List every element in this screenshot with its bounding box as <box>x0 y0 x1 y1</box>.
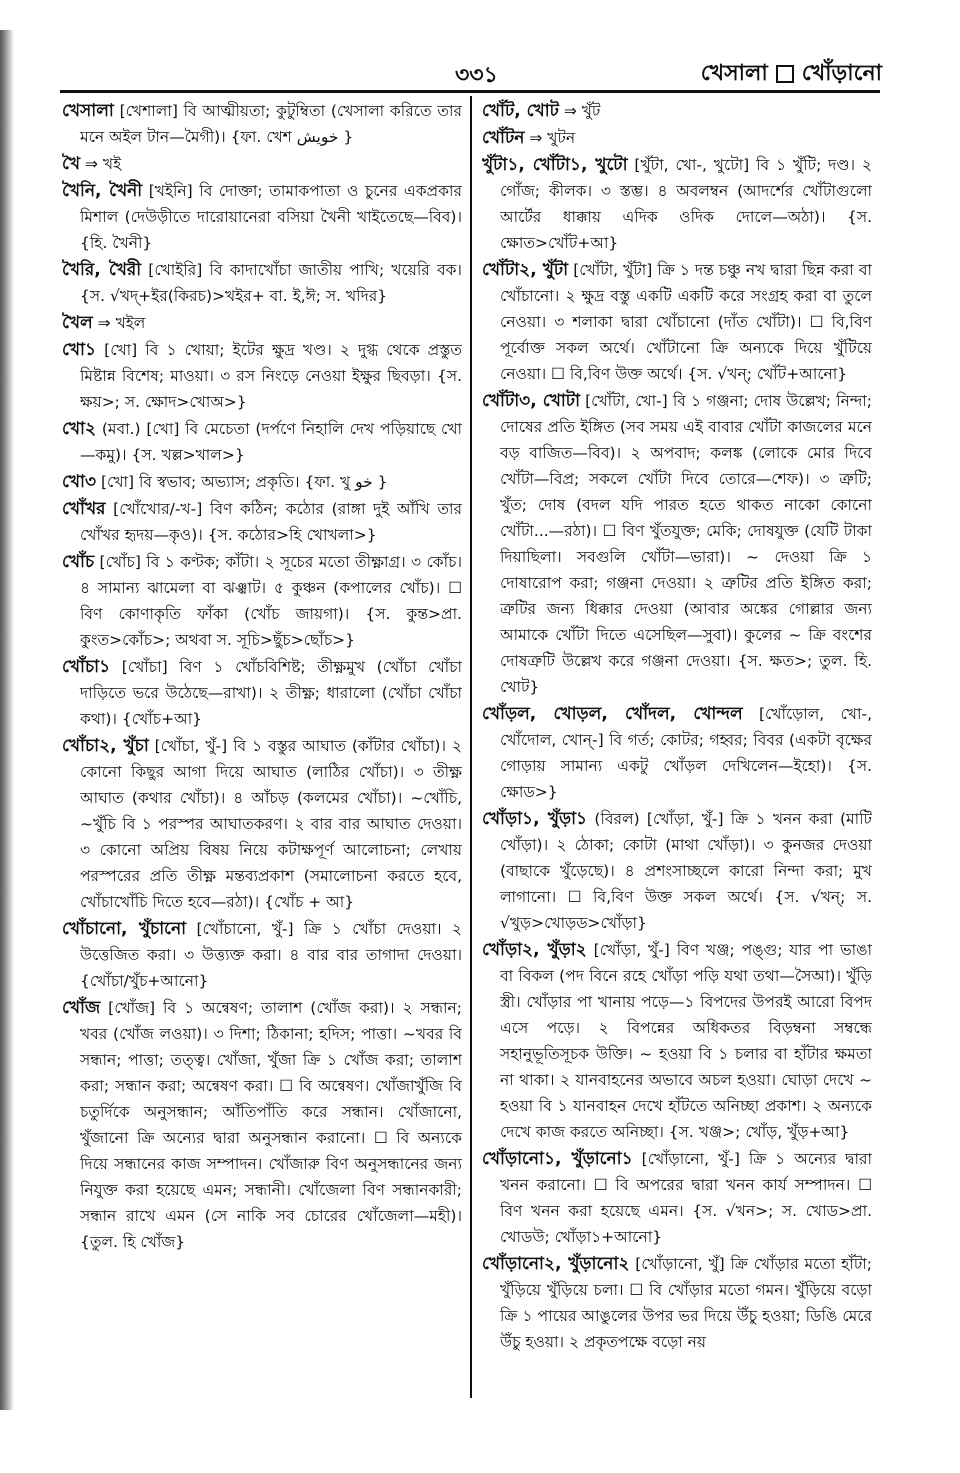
dictionary-entry <box>482 701 872 805</box>
left-column <box>62 98 462 1398</box>
dictionary-entry <box>482 1251 872 1355</box>
right-column <box>482 98 872 1398</box>
entry-definition: [খোঁড়ানো, খুঁ-] ক্রি ১ অন্যের দ্বারা খনন করানো। ☐ বি অপরের দ্বারা খনন কার্য সম্পাদন। ☐ বিণ খনন করা হয়েছে এমন। {স. √খন>; স. খোড>প্রা. খোডউ; খোঁড়া১+আনো} <box>500 1150 872 1246</box>
dictionary-entry <box>62 178 462 256</box>
header-rule <box>60 90 880 93</box>
dictionary-entry <box>62 469 462 495</box>
entry-definition: ⇒ খই <box>84 155 122 173</box>
entry-headword: খোঁটা৩, খোটা <box>482 391 580 411</box>
guide-words <box>701 56 882 93</box>
column-divider <box>470 96 472 1398</box>
entry-definition: [খোঁড়া, খুঁ-] বিণ খঞ্জ; পঙ্গু; যার পা ভাঙা বা বিকল (পদ বিনে রহে খোঁড়া পড়ি যথা তথা—সৈআ)। খুঁড়ি স্ত্রী। খোঁড়ার পা খানায় পড়ে—১ বিপদের উপরই আরো বিপদ এসে পড়ে। ২ বিপন্নের অধিকতর বিড়ম্বনা সম্বন্ধে সহানুভূতিসূচক উক্তি। ~ হওয়া বি ১ চলার বা হাঁটার ক্ষমতা না থাকা। ২ যানবাহনের অভাবে অচল হওয়া। ঘোড়া দেখে ~ হওয়া বি ১ যানবাহন দেখে হাঁটতে অনিচ্ছা প্রকাশ। ২ অন্যকে দেখে কাজ করতে অনিচ্ছা। {স. খঞ্জ>; খোঁড়, খুঁড়+আ} <box>500 941 872 1141</box>
entry-definition: ⇒ খইল <box>97 314 146 332</box>
entry-definition: [খোইরি] বি কাদাখোঁচা জাতীয় পাখি; খয়েরি বক। {স. √খদ্+ইর(কিরচ)>খইর+ বা. ই,ঈ; স. খদির} <box>80 261 462 305</box>
dictionary-entry <box>482 806 872 936</box>
entry-headword: খোঁটা২, খুঁটা <box>482 260 569 280</box>
dictionary-entry <box>62 98 462 150</box>
entry-definition: (বিরল) [খোঁড়া, খুঁ-] ক্রি ১ খনন করা (মাটি খোঁড়া)। ২ ঠোকা; কোটা (মাথা খোঁড়া)। ৩ কুনজর দেওয়া (বাছাকে খুঁড়েছে)। ৪ প্রশংসাচ্ছলে কারো নিন্দা করা; মুখ লাগানো। ☐ বি,বিণ উক্ত সকল অর্থে। {স. √খন্; স. √খুড়>খোড়ড>খোঁড়া} <box>500 810 872 932</box>
entry-definition: [খোঁচা, খুঁ-] বি ১ বস্তুর আঘাত (কাঁটার খোঁচা)। ২ কোনো কিছুর আগা দিয়ে আঘাত (লাঠির খোঁচা)। ৩ তীক্ষ্ণ আঘাত (কথার খোঁচা)। ৪ আঁচড় (কলমের খোঁচা)। ~খোঁচি, ~খুঁচি বি ১ পরস্পর আঘাতকরণ। ২ বার বার আঘাত দেওয়া। ৩ কোনো অপ্রিয় বিষয় নিয়ে কটাক্ষপূর্ণ আলোচনা; লেখায় পরস্পরের প্রতি তীক্ষ্ণ মন্তব্যপ্রকাশ (সমালোচনা করতে হবে, খোঁচাখোঁচি দিতে হবে—রঠা)। {খোঁচ + আ} <box>80 737 462 911</box>
entry-headword: খোঁড়ল, খোড়ল, খোঁদল, খোন্দল <box>482 704 743 724</box>
entry-definition: [খোঁচ] বি ১ কণ্টক; কাঁটা। ২ সূচের মতো তীক্ষ্ণাগ্র। ৩ কোঁচ। ৪ সামান্য ঝামেলা বা ঝঞ্ঝাট। ৫ কুঞ্চন (কপালের খোঁচ)। ☐ বিণ কোণাকৃতি ফাঁকা (খোঁচ জায়গা)। {স. কুন্ত>প্রা. কুংত>কোঁচ>; অথবা স. সূচি>ছুঁচ>ছোঁচ>} <box>80 553 462 649</box>
entry-headword: খোঁচা১ <box>62 657 111 677</box>
entry-headword: খৈল <box>62 313 93 333</box>
scan-binding-edge <box>0 30 14 1410</box>
entry-definition: ⇒ খুঁট <box>563 102 601 120</box>
guide-word-first: খেসালা <box>700 61 768 86</box>
entry-headword: খোঁচা২, খুঁচা <box>62 736 149 756</box>
dictionary-entry <box>62 310 462 336</box>
entry-definition: [খেশালা] বি আত্মীয়তা; কুটুম্বিতা (খেসালা করিতে তার মনে অইল টান—মৈগী)। {ফা. খেশ خویش } <box>80 102 462 146</box>
entry-headword: খোঁচানো, খুঁচানো <box>62 919 187 939</box>
entry-definition: [খো] বি স্বভাব; অভ্যাস; প্রকৃতি। {ফা. খু خو } <box>100 473 388 491</box>
entry-headword: খোঁটন <box>482 128 525 148</box>
entry-headword: খো৩ <box>62 472 97 492</box>
entry-headword: খৈনি, খৈনী <box>62 181 143 201</box>
dictionary-entry <box>62 257 462 309</box>
dictionary-entry <box>62 416 462 468</box>
page-header <box>60 52 882 90</box>
entry-definition: [খোঁচা] বিণ ১ খোঁচবিশিষ্ট; তীক্ষ্ণমুখ (খোঁচা খোঁচা দাড়িতে ভরে উঠেছে—রাখা)। ২ তীক্ষ্ণ; ধারালো (খোঁচা খোঁচা কথা)। {খোঁচ+আ} <box>80 658 462 728</box>
dictionary-entry <box>62 916 462 994</box>
page-number: ৩৩১ <box>455 63 498 88</box>
dictionary-entry <box>482 125 872 151</box>
entry-definition: (মবা.) [খো] বি মেচেতা (দর্পণে নিহালি দেখ পড়িয়াছে খো—কমু)। {স. খল্ল>খাল>} <box>80 420 462 464</box>
entry-headword: খোঁখর <box>62 499 106 519</box>
entry-definition: [খোঁটা, খো-] বি ১ গঞ্জনা; দোষ উল্লেখ; নিন্দা; দোষের প্রতি ইঙ্গিত (সব সময় এই বাবার খোঁটা কাজলের মনে বড় বাজিত—বিব)। ২ অপবাদ; কলঙ্ক (লোকে মোর দিবে খোঁটা—বিপ্র; সকলে খোঁটা দিবে তোরে—শেফ)। ৩ ত্রুটি; খুঁত; দোষ (বদল যদি পারত হতে থাকত নাকো কোনো খোঁটা...—রঠা)। ☐ বিণ খুঁতযুক্ত; মেকি; দোষযুক্ত (যেটি টাকা দিয়াছিলা। সবগুলি খোঁটা—ভারা)। ~ দেওয়া ক্রি ১ দোষারোপ করা; গঞ্জনা দেওয়া। ২ ত্রুটির প্রতি ইঙ্গিত করা; ত্রুটির জন্য ধিক্কার দেওয়া (আবার অঙ্কের গোল্লার জন্য আমাকে খোঁটা দিতে এসেছিল—সুবা)। কুলের ~ ক্রি বংশের দোষত্রুটি উল্লেখ করে গঞ্জনা দেওয়া। {স. ক্ষত>; তুল. হি. খোট} <box>500 392 872 696</box>
entry-headword: খেসালা <box>62 101 114 121</box>
entry-definition: [খোঁড়োল, খো-, খোঁদোল, খোন্-] বি গর্ত; কোটর; গহ্বর; বিবর (একটা বৃক্ষের গোড়ায় সামান্য একটু খোঁড়ল দেখিলেন—ইহো)। {স. ক্ষোড>} <box>500 705 872 801</box>
entry-headword: খোঁজ <box>62 998 101 1018</box>
entry-definition: [খো] বি ১ খোয়া; ইটের ক্ষুদ্র খণ্ড। ২ দুগ্ধ থেকে প্রস্তুত মিষ্টান্ন বিশেষ; মাওয়া। ৩ রস নিংড়ে নেওয়া ইক্ষুর ছিবড়া। {স. ক্ষয়>; স. ক্ষোদ>খোঅ>} <box>80 341 462 411</box>
entry-definition: [খোঁখোর/-খ-] বিণ কঠিন; কঠোর (রাঙ্গা দুই আঁখি তার খোঁখর হৃদয়—কৃও)। {স. কঠোর>হি খোখলা>} <box>80 500 462 544</box>
dictionary-entry <box>62 496 462 548</box>
dictionary-entry <box>62 549 462 653</box>
dictionary-entry <box>482 98 872 124</box>
dictionary-entry <box>482 257 872 387</box>
entry-headword: খুঁটা১, খোঁটা১, খুটো <box>482 155 628 175</box>
entry-headword: খো২ <box>62 419 97 439</box>
dictionary-entry <box>62 337 462 415</box>
entry-definition: [খোঁচানো, খুঁ-] ক্রি ১ খোঁচা দেওয়া। ২ উত্তেজিত করা। ৩ উত্ত্যক্ত করা। ৪ বার বার তাগাদা দেওয়া। {খোঁচা/খুঁচ+আনো} <box>80 920 462 990</box>
entry-definition: ⇒ খুটন <box>529 129 576 147</box>
entry-headword: খোঁড়ানো১, খুঁড়ানো১ <box>482 1149 633 1169</box>
dictionary-entry <box>62 151 462 177</box>
box-separator-icon <box>776 65 794 83</box>
entry-headword: খোঁড়ানো২, খুঁড়ানো২ <box>482 1254 630 1274</box>
entry-headword: খৈরি, খৈরী <box>62 260 142 280</box>
entry-headword: খো১ <box>62 340 97 360</box>
entry-headword: খোঁচ <box>62 552 95 572</box>
entry-headword: খোঁট, খোট <box>482 101 559 121</box>
entry-definition: [খোঁজ] বি ১ অন্বেষণ; তালাশ (খোঁজ করা)। ২ সন্ধান; খবর (খোঁজ লওয়া)। ৩ দিশা; ঠিকানা; হদিস; পাত্তা। ~খবর বি সন্ধান; পাত্তা; তত্ত্ব। খোঁজা, খুঁজা ক্রি ১ খোঁজ করা; তালাশ করা; সন্ধান করা; অন্বেষণ করা। ☐ বি অন্বেষণ। খোঁজাখুঁজি বি চতুর্দিকে অনুসন্ধান; আঁতিপাঁতি করে সন্ধান। খোঁজানো, খুঁজানো ক্রি অন্যের দ্বারা অনুসন্ধান করানো। ☐ বি অন্যকে দিয়ে সন্ধানের কাজ সম্পাদন। খোঁজারু বিণ অনুসন্ধানের জন্য নিযুক্ত করা হয়েছে এমন; সন্ধানী। খোঁজেলা বিণ সন্ধানকারী; সন্ধান রাখে এমন (সে নাকি সব চোরের খোঁজেলা—মহী)। {তুল. হি খোঁজ} <box>80 999 462 1251</box>
entry-definition: [খইনি] বি দোক্তা; তামাকপাতা ও চুনের একপ্রকার মিশাল (দেউড়ীতে দারোয়ানেরা বসিয়া খৈনী খাইতেছে—বিব)। {হি. খৈনী} <box>80 182 462 252</box>
dictionary-entry <box>62 654 462 732</box>
entry-headword: খোঁড়া২, খুঁড়া২ <box>482 940 587 960</box>
dictionary-entry <box>62 733 462 915</box>
dictionary-entry <box>62 995 462 1255</box>
dictionary-entry <box>482 152 872 256</box>
entry-headword: খৈ <box>62 154 81 174</box>
dictionary-entry <box>482 937 872 1145</box>
entry-headword: খোঁড়া১, খুঁড়া১ <box>482 809 588 829</box>
guide-word-last: খোঁড়ানো <box>801 61 882 86</box>
dictionary-entry <box>482 388 872 700</box>
entry-definition: [খুঁটা, খো-, খুটো] বি ১ খুঁটি; দণ্ড। ২ গোঁজ; কীলক। ৩ স্তম্ভ। ৪ অবলম্বন (আদর্শের খোঁটাগুলো আর্টের ধাক্কায় এদিক ওদিক দোলে—অঠা)। {স. ক্ষোত>খোঁট+আ} <box>500 156 872 252</box>
dictionary-entry <box>482 1146 872 1250</box>
entry-definition: [খোঁটা, খুঁটা] ক্রি ১ দন্ত চঞ্চু নখ দ্বারা ছিন্ন করা বা খোঁচানো। ২ ক্ষুদ্র বস্তু একটি একটি করে সংগ্রহ করা বা তুলে নেওয়া। ৩ শলাকা দ্বারা খোঁচানো (দাঁত খোঁটা)। ☐ বি,বিণ পূর্বোক্ত সকল অর্থে। খোঁটানো ক্রি অন্যকে দিয়ে খুঁটিয়ে নেওয়া। ☐ বি,বিণ উক্ত অর্থে। {স. √খন্; খোঁট+আনো} <box>500 261 872 383</box>
entry-definition: [খোঁড়ানো, খুঁ] ক্রি খোঁড়ার মতো হাঁটা; খুঁড়িয়ে খুঁড়িয়ে চলা। ☐ বি খোঁড়ার মতো গমন। খুঁড়িয়ে বড়ো ক্রি ১ পায়ের আঙুলের উপর ভর দিয়ে উঁচু হওয়া; ডিঙি মেরে উঁচু হওয়া। ২ প্রকৃতপক্ষে বড়ো নয় <box>500 1255 872 1351</box>
